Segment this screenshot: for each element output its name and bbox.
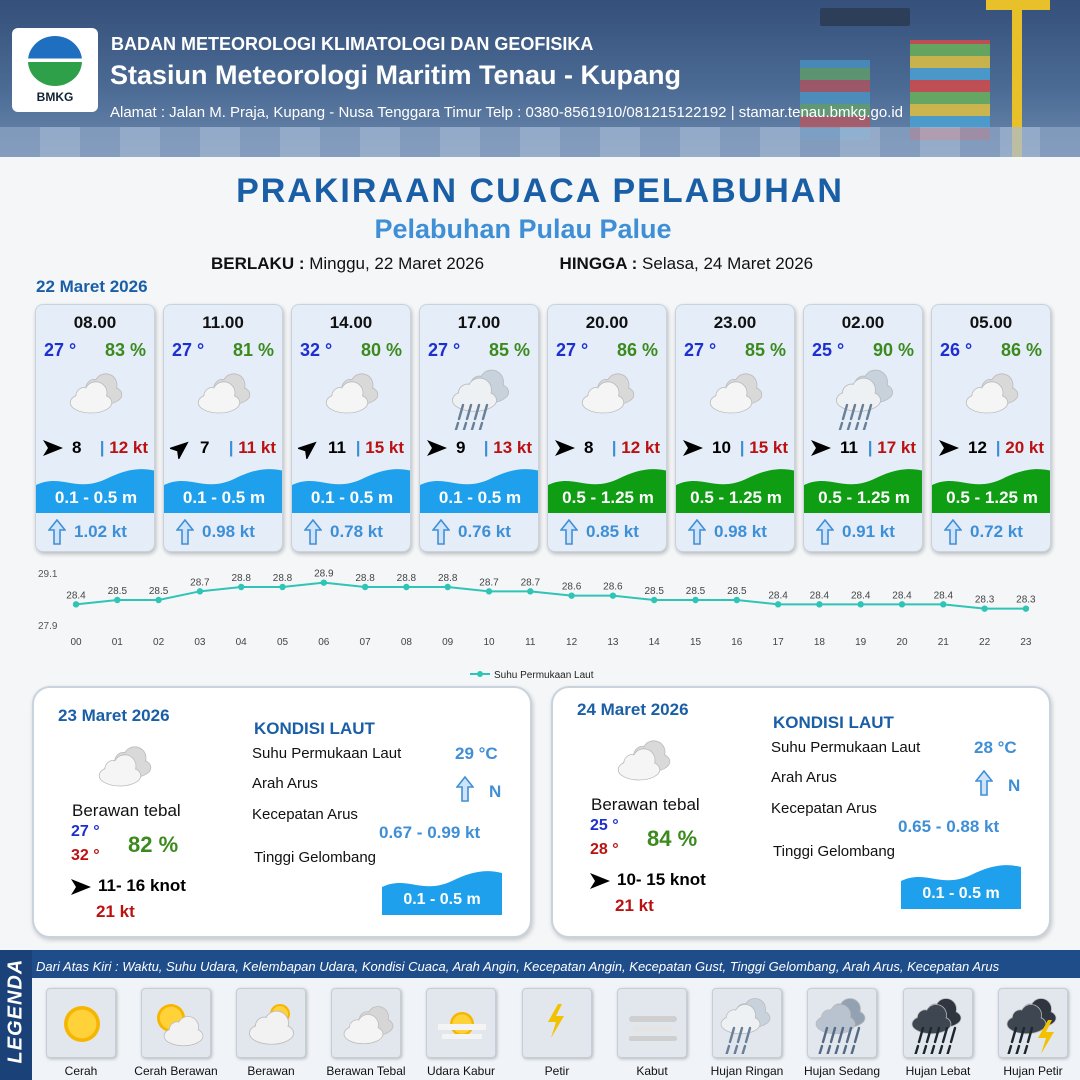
cloud-icon xyxy=(957,365,1027,430)
header-banner xyxy=(0,0,1080,157)
panel-gust: 21 kt xyxy=(615,896,654,915)
current-direction-icon xyxy=(432,519,450,545)
legend-item xyxy=(236,988,306,1078)
forecast-card xyxy=(35,304,155,552)
day-panel-24 xyxy=(551,686,1051,938)
panel-wind: 11- 16 knot xyxy=(98,876,186,895)
wind-gust-value: 15 kt xyxy=(365,438,404,457)
x-tick-label: 05 xyxy=(276,637,289,648)
wind-speed: 11 xyxy=(840,438,858,457)
panel-temp-max: 32 ° xyxy=(71,847,100,864)
wave-height: 0.5 - 1.25 m xyxy=(946,488,1038,507)
wind-gust-value: 15 kt xyxy=(749,438,788,457)
cloud-icon xyxy=(573,365,643,430)
sst-data-label: 28.8 xyxy=(355,573,375,584)
kondisi-laut-heading: KONDISI LAUT xyxy=(773,713,894,732)
wind-speed: 11 xyxy=(328,438,346,457)
validity-period xyxy=(211,254,813,274)
heavy-rain-icon xyxy=(903,988,973,1058)
x-tick-label: 19 xyxy=(855,637,867,648)
current-direction-icon xyxy=(816,519,834,545)
legend-item-label: Petir xyxy=(544,1064,570,1078)
wind-gust-value: 20 kt xyxy=(1005,438,1044,457)
bmkg-logo xyxy=(12,28,98,112)
sst-data-label: 28.4 xyxy=(850,590,871,602)
wave-height: 0.5 - 1.25 m xyxy=(690,488,782,507)
legend-item xyxy=(46,988,116,1078)
current-speed: 0.78 kt xyxy=(330,522,383,541)
legend-item-label: Kabut xyxy=(636,1064,668,1078)
forecast-card xyxy=(803,304,923,552)
forecast-card xyxy=(291,304,411,552)
wave-height: 0.1 - 0.5 m xyxy=(54,488,138,507)
wind-gust: | 20 kt xyxy=(995,438,1044,457)
forecast-temperature: 27 ° xyxy=(172,340,205,360)
panel-condition: Berawan tebal xyxy=(591,795,700,814)
wind-direction-icon xyxy=(70,877,92,897)
current-speed: 0.91 kt xyxy=(842,522,895,541)
x-tick-label: 23 xyxy=(1020,637,1032,648)
forecast-temperature: 27 ° xyxy=(44,340,77,360)
forecast-temperature: 27 ° xyxy=(684,340,717,360)
day1-date: 22 Maret 2026 xyxy=(36,277,148,296)
current-direction-label: Arah Arus xyxy=(771,769,837,786)
legend-item-label: Hujan Ringan xyxy=(710,1064,784,1078)
x-tick-label: 01 xyxy=(111,637,123,648)
wind-speed: 8 xyxy=(584,438,594,457)
legend-item xyxy=(617,988,687,1078)
wave-height: 0.5 - 1.25 m xyxy=(562,488,654,507)
legend-item xyxy=(710,988,784,1078)
forecast-humidity: 85 % xyxy=(744,340,786,360)
page-title: PRAKIRAAN CUACA PELABUHAN xyxy=(236,172,844,210)
x-tick-label: 04 xyxy=(235,637,247,648)
wind-direction-icon xyxy=(170,437,192,459)
wave-height-value: 0.1 - 0.5 m xyxy=(403,891,481,908)
panel-wind: 10- 15 knot xyxy=(617,870,706,889)
panel-temp-max: 28 ° xyxy=(590,841,619,858)
sst-data-label: 28.8 xyxy=(396,573,417,584)
sst-chart xyxy=(20,562,1070,687)
panel-date: 23 Maret 2026 xyxy=(58,706,170,725)
forecast-wind xyxy=(298,435,408,461)
port-name: Pelabuhan Pulau Palue xyxy=(374,214,672,244)
cloud-icon xyxy=(90,738,160,798)
sst-data-point xyxy=(445,584,451,590)
current-direction-value: N xyxy=(1008,776,1021,795)
wind-speed: 12 xyxy=(968,438,987,457)
current-speed: 0.98 kt xyxy=(202,522,255,541)
legend-item-label: Hujan Petir xyxy=(1003,1064,1063,1078)
legend-swatch-dot xyxy=(477,671,483,677)
forecast-card xyxy=(675,304,795,552)
forecast-humidity: 86 % xyxy=(1000,340,1042,360)
legend-side xyxy=(0,950,32,1080)
validity-to-value: Selasa, 24 Maret 2026 xyxy=(642,254,814,273)
light-rain-icon xyxy=(829,365,899,430)
sst-data-point xyxy=(114,597,120,603)
wind-gust-value: 17 kt xyxy=(877,438,916,457)
sst-series-line xyxy=(76,583,1026,609)
forecast-time: 20.00 xyxy=(585,313,629,332)
wind-direction-icon xyxy=(810,437,832,459)
current-speed-value: 0.67 - 0.99 kt xyxy=(379,823,481,842)
light-rain-icon xyxy=(445,365,515,430)
x-tick-label: 14 xyxy=(648,637,660,648)
current-speed: 0.76 kt xyxy=(458,522,511,541)
wave-height: 0.1 - 0.5 m xyxy=(438,488,522,507)
wave-height: 0.1 - 0.5 m xyxy=(182,488,266,507)
validity-from-label: BERLAKU : xyxy=(211,254,305,273)
forecast-card xyxy=(163,304,283,552)
sun-icon xyxy=(46,988,116,1058)
sst-data-point xyxy=(816,601,822,607)
wave-height-label: Tinggi Gelombang xyxy=(773,843,896,860)
haze-icon xyxy=(426,988,496,1058)
sst-data-point xyxy=(73,601,79,607)
wind-speed: 10 xyxy=(712,438,731,457)
current-direction-icon xyxy=(560,519,578,545)
sst-data-label: 28.5 xyxy=(727,586,747,597)
forecast-temperature: 27 ° xyxy=(428,340,461,360)
sst-data-label: 28.7 xyxy=(479,577,499,589)
x-tick-label: 15 xyxy=(689,637,702,648)
current-speed: 0.85 kt xyxy=(586,522,639,541)
sst-data-point xyxy=(568,592,574,598)
sst-data-label: 28.9 xyxy=(314,568,334,580)
wind-direction-icon xyxy=(298,437,320,459)
forecast-humidity: 90 % xyxy=(872,340,914,360)
wind-gust: | 15 kt xyxy=(355,438,404,457)
wind-gust-value: 12 kt xyxy=(621,438,660,457)
legend-item xyxy=(522,988,592,1078)
agency-name: BADAN METEOROLOGI KLIMATOLOGI DAN GEOFISIKA xyxy=(111,34,594,54)
forecast-wind xyxy=(170,435,280,461)
x-tick-label: 08 xyxy=(400,637,412,648)
sun-cloud-icon xyxy=(141,988,211,1058)
forecast-card xyxy=(931,304,1051,552)
sst-value: 28 °C xyxy=(974,738,1017,757)
cloud-sun-icon xyxy=(236,988,306,1058)
forecast-wind xyxy=(42,435,152,461)
sst-data-label: 28.8 xyxy=(231,573,251,584)
forecast-card xyxy=(547,304,667,552)
sst-data-label: 28.6 xyxy=(603,581,623,593)
forecast-wind xyxy=(426,435,536,461)
sst-data-point xyxy=(155,597,161,603)
x-tick-label: 18 xyxy=(813,637,825,648)
cloud-icon xyxy=(189,365,259,430)
validity-to-label: HINGGA : xyxy=(559,254,638,273)
bmkg-logo-text: BMKG xyxy=(36,90,74,104)
x-tick-label: 16 xyxy=(731,637,743,648)
wind-gust-value: 12 kt xyxy=(109,438,148,457)
panel-temp-min: 27 ° xyxy=(71,823,100,840)
legend-item xyxy=(903,988,973,1078)
wind-direction-icon xyxy=(554,437,576,459)
legend-item-label: Berawan xyxy=(247,1064,295,1078)
sst-data-label: 28.3 xyxy=(1016,594,1036,606)
sst-data-point xyxy=(734,597,740,603)
sst-data-point xyxy=(238,584,244,590)
legend-item-label: Cerah Berawan xyxy=(134,1064,218,1078)
forecast-wind xyxy=(810,435,920,461)
sst-data-label: 28.6 xyxy=(561,581,582,593)
forecast-time: 17.00 xyxy=(457,313,501,332)
forecast-humidity: 81 % xyxy=(232,340,274,360)
x-tick-label: 09 xyxy=(442,637,454,648)
sst-data-point xyxy=(279,584,285,590)
header-containers-stack xyxy=(910,40,990,140)
x-tick-label: 12 xyxy=(566,637,578,648)
sst-data-point xyxy=(197,588,203,594)
x-tick-label: 03 xyxy=(194,637,206,648)
validity-from-value: Minggu, 22 Maret 2026 xyxy=(309,254,485,273)
sst-data-point xyxy=(527,588,533,594)
thunderstorm-icon xyxy=(998,988,1068,1058)
legend-item xyxy=(134,988,218,1078)
current-direction-icon xyxy=(304,519,322,545)
current-speed-value: 0.65 - 0.88 kt xyxy=(898,817,1000,836)
header-ship-bg xyxy=(820,8,910,26)
header-floor xyxy=(0,127,1080,157)
forecast-humidity: 86 % xyxy=(616,340,658,360)
forecast-time: 05.00 xyxy=(969,313,1013,332)
wind-speed: 7 xyxy=(200,438,210,457)
legend xyxy=(0,950,1080,1080)
forecast-temperature: 26 ° xyxy=(940,340,973,360)
bmkg-logo-emblem-icon xyxy=(28,36,82,86)
panel-date: 24 Maret 2026 xyxy=(577,700,689,719)
panel-temp-min: 25 ° xyxy=(590,817,619,834)
current-direction-icon xyxy=(688,519,706,545)
x-tick-label: 11 xyxy=(525,637,536,648)
current-direction-icon xyxy=(944,519,962,545)
sst-data-point xyxy=(981,605,987,611)
sst-data-point xyxy=(486,588,492,594)
sst-data-label: 28.7 xyxy=(190,577,210,589)
wind-direction-icon xyxy=(589,871,611,891)
legend-item-label: Berawan Tebal xyxy=(326,1064,406,1078)
current-direction-icon xyxy=(48,519,66,545)
station-address: Alamat : Jalan M. Praja, Kupang - Nusa Tenggara Timur Telp : 0380-8561910/081215122192 | stamar.tenau.bmkg.go.id xyxy=(110,104,904,121)
legend-item-label: Hujan Sedang xyxy=(803,1064,881,1078)
forecast-temperature: 25 ° xyxy=(812,340,845,360)
wind-gust-value: 13 kt xyxy=(493,438,532,457)
forecast-temperature: 32 ° xyxy=(300,340,333,360)
sst-label: Suhu Permukaan Laut xyxy=(771,739,921,756)
wind-speed: 8 xyxy=(72,438,82,457)
day-panel-23 xyxy=(32,686,532,938)
forecast-temperature: 27 ° xyxy=(556,340,589,360)
sst-data-point xyxy=(940,601,946,607)
cloud-icon xyxy=(61,365,131,430)
legend-item xyxy=(326,988,406,1078)
x-tick-label: 06 xyxy=(318,637,330,648)
sst-data-label: 28.5 xyxy=(107,586,128,597)
wind-gust-value: 11 kt xyxy=(238,438,276,457)
cloud-icon xyxy=(331,988,401,1058)
wave-height: 0.5 - 1.25 m xyxy=(818,488,910,507)
forecast-card xyxy=(419,304,539,552)
sst-data-point xyxy=(899,601,905,607)
wind-direction-icon xyxy=(426,437,448,459)
current-direction-icon xyxy=(456,776,474,802)
y-tick-label: 29.1 xyxy=(38,569,58,580)
sst-data-label: 28.4 xyxy=(892,590,912,602)
sst-value: 29 °C xyxy=(455,744,498,763)
legend-item-label: Udara Kabur xyxy=(426,1064,496,1078)
sst-data-point xyxy=(321,579,327,585)
sst-data-label: 28.4 xyxy=(809,590,830,602)
forecast-wind xyxy=(682,435,792,461)
x-tick-label: 10 xyxy=(483,637,495,648)
wind-direction-icon xyxy=(42,437,64,459)
current-speed-label: Kecepatan Arus xyxy=(771,800,877,817)
wave-height-value: 0.1 - 0.5 m xyxy=(922,885,1000,902)
wind-gust: | 17 kt xyxy=(867,438,916,457)
forecast-humidity: 85 % xyxy=(488,340,530,360)
sst-data-point xyxy=(610,592,616,598)
wind-direction-icon xyxy=(682,437,704,459)
panel-humidity: 84 % xyxy=(647,826,698,851)
x-tick-label: 07 xyxy=(359,637,371,648)
forecast-time: 11.00 xyxy=(202,313,244,332)
y-tick-label: 27.9 xyxy=(38,621,58,632)
station-name: Stasiun Meteorologi Maritim Tenau - Kupang xyxy=(110,60,682,90)
fog-icon xyxy=(617,988,687,1058)
forecast-wind xyxy=(554,435,664,461)
x-tick-label: 02 xyxy=(153,637,165,648)
forecast-humidity: 80 % xyxy=(360,340,402,360)
forecast-wind xyxy=(938,435,1048,461)
forecast-time: 02.00 xyxy=(841,313,885,332)
x-tick-label: 22 xyxy=(979,637,991,648)
current-direction-label: Arah Arus xyxy=(252,775,318,792)
kondisi-laut-heading: KONDISI LAUT xyxy=(254,719,375,738)
sst-label: Suhu Permukaan Laut xyxy=(252,745,402,762)
wind-gust: | 15 kt xyxy=(739,438,788,457)
sst-data-point xyxy=(362,584,368,590)
light-rain-icon xyxy=(712,988,782,1058)
wind-gust: | 13 kt xyxy=(483,438,532,457)
current-speed-label: Kecepatan Arus xyxy=(252,806,358,823)
x-tick-label: 20 xyxy=(896,637,908,648)
current-speed: 1.02 kt xyxy=(74,522,127,541)
sst-data-label: 28.8 xyxy=(272,573,293,584)
legend-item-label: Cerah xyxy=(64,1064,98,1078)
wind-speed: 9 xyxy=(456,438,466,457)
sst-data-point xyxy=(1023,605,1029,611)
sst-data-label: 28.4 xyxy=(66,590,86,602)
forecast-time: 08.00 xyxy=(73,313,117,332)
forecast-humidity: 83 % xyxy=(104,340,146,360)
sst-data-point xyxy=(858,601,864,607)
cloud-icon xyxy=(701,365,771,430)
sst-data-point xyxy=(775,601,781,607)
wind-gust: | 12 kt xyxy=(611,438,660,457)
cloud-icon xyxy=(609,732,679,792)
panel-gust: 21 kt xyxy=(96,902,135,921)
legend-item xyxy=(426,988,496,1078)
cloud-icon xyxy=(317,365,387,430)
sst-data-label: 28.5 xyxy=(148,586,169,597)
legend-item xyxy=(803,988,881,1078)
wind-direction-icon xyxy=(938,437,960,459)
wave-height: 0.1 - 0.5 m xyxy=(310,488,394,507)
header-crane-arm xyxy=(986,0,1050,10)
wind-gust: | 11 kt xyxy=(228,438,276,457)
sst-data-label: 28.3 xyxy=(974,594,995,606)
sst-data-label: 28.7 xyxy=(520,577,541,589)
legend-entry: Suhu Permukaan Laut xyxy=(494,670,594,681)
x-tick-label: 21 xyxy=(937,637,949,648)
sst-data-point xyxy=(651,597,657,603)
lightning-icon xyxy=(522,988,592,1058)
x-tick-label: 13 xyxy=(607,637,619,648)
moderate-rain-icon xyxy=(807,988,877,1058)
legend-description: Dari Atas Kiri : Waktu, Suhu Udara, Kelembapan Udara, Kondisi Cuaca, Arah Angin, Kecepatan Angin, Kecepatan Gust, Tinggi Gelombang, Arah Arus, Kecepatan Arus xyxy=(36,959,1000,974)
panel-humidity: 82 % xyxy=(128,832,179,857)
sst-data-point xyxy=(692,597,698,603)
sst-data-point xyxy=(403,584,409,590)
forecast-time: 23.00 xyxy=(713,313,757,332)
legend-title: LEGENDA xyxy=(4,958,27,1064)
wind-gust: | 12 kt xyxy=(99,438,148,457)
sst-data-label: 28.4 xyxy=(933,590,954,602)
wave-height-label: Tinggi Gelombang xyxy=(254,849,377,866)
sst-data-label: 28.5 xyxy=(685,586,706,597)
legend-item xyxy=(998,988,1068,1078)
current-speed: 0.98 kt xyxy=(714,522,767,541)
current-speed: 0.72 kt xyxy=(970,522,1023,541)
panel-condition: Berawan tebal xyxy=(72,801,181,820)
current-direction-icon xyxy=(975,770,993,796)
current-direction-icon xyxy=(176,519,194,545)
sst-data-label: 28.8 xyxy=(437,573,458,584)
legend-icons xyxy=(32,978,1080,1080)
x-tick-label: 17 xyxy=(772,637,784,648)
current-direction-value: N xyxy=(489,782,502,801)
forecast-time: 14.00 xyxy=(329,313,373,332)
sst-data-label: 28.5 xyxy=(644,586,664,597)
legend-item-label: Hujan Lebat xyxy=(905,1064,971,1078)
x-tick-label: 00 xyxy=(70,637,82,648)
sst-data-label: 28.4 xyxy=(768,590,788,602)
